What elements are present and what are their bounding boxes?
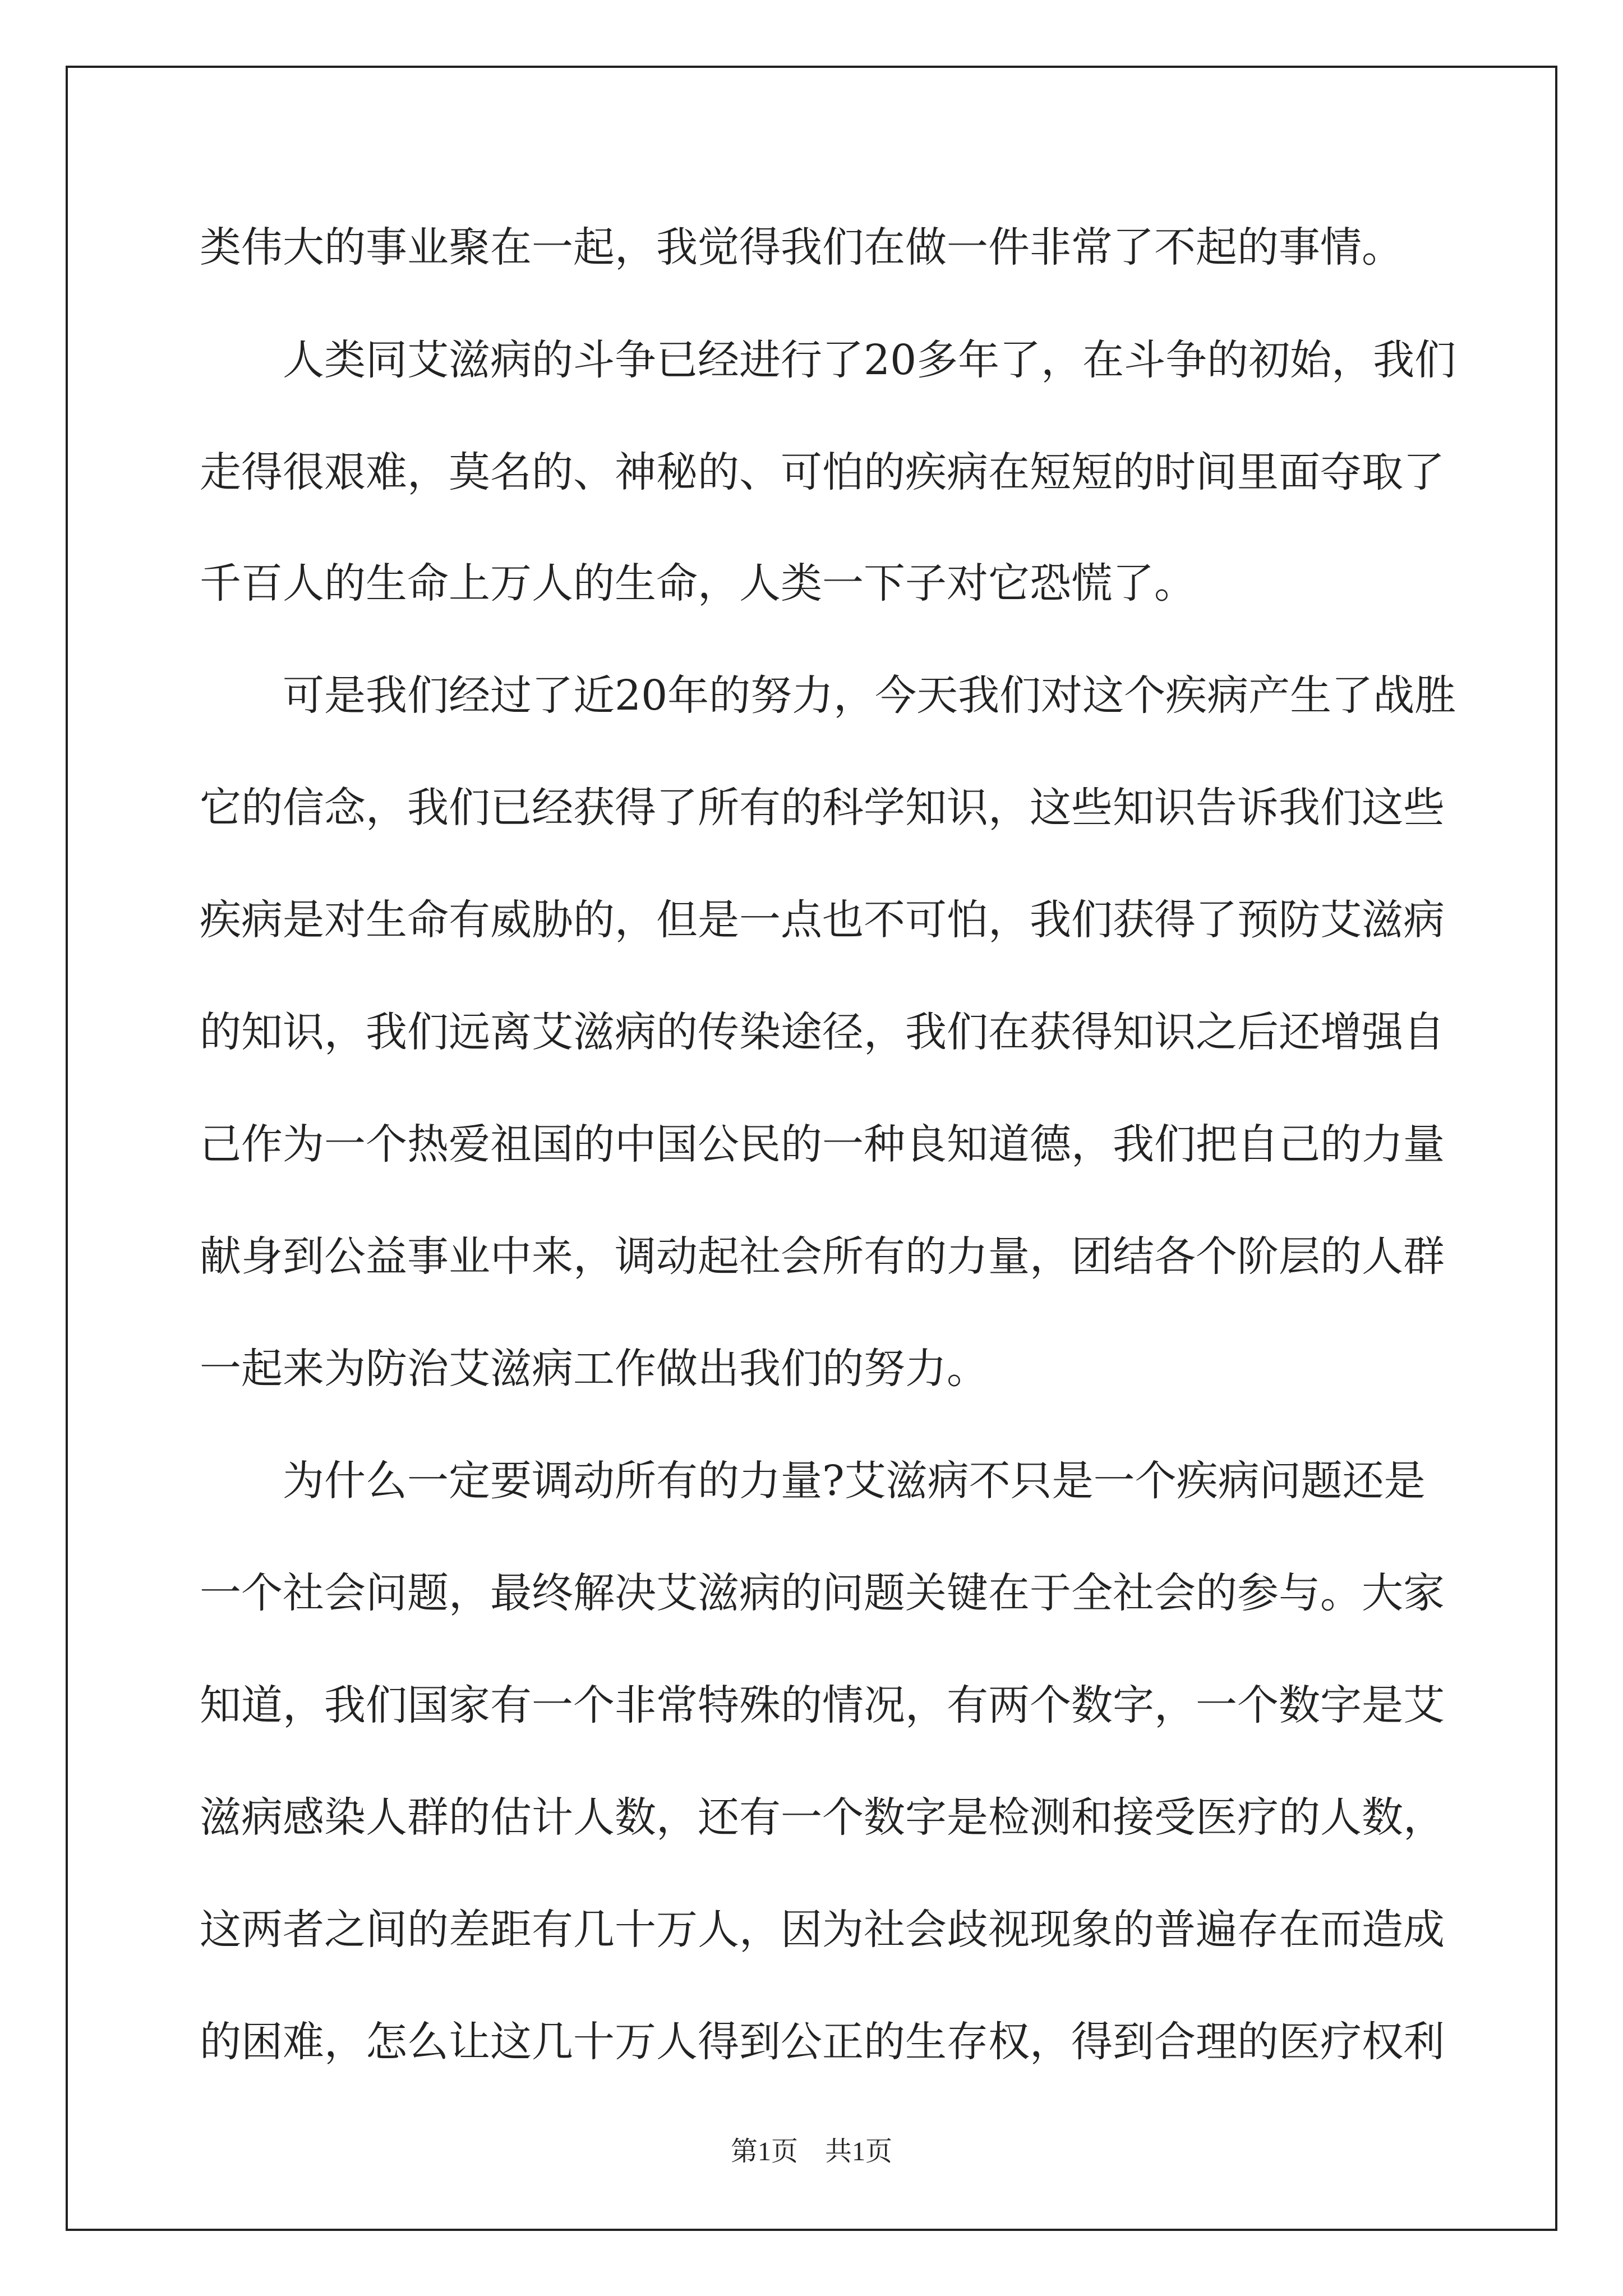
- body-text-line: 一个社会问题，最终解决艾滋病的问题关键在于全社会的参与。大家: [200, 1569, 1445, 1617]
- body-text-line: 可是我们经过了近20年的努力，今天我们对这个疾病产生了战胜: [200, 671, 1456, 720]
- body-text-line: 献身到公益事业中来，调动起社会所有的力量，团结各个阶层的人群: [200, 1232, 1445, 1281]
- body-text-line: 人类同艾滋病的斗争已经进行了20多年了，在斗争的初始，我们: [200, 336, 1456, 384]
- body-text-line: 它的信念，我们已经获得了所有的科学知识，这些知识告诉我们这些: [200, 784, 1445, 832]
- body-text-line: 千百人的生命上万人的生命，人类一下子对它恐慌了。: [200, 559, 1196, 608]
- body-text-line: 己作为一个热爱祖国的中国公民的一种良知道德，我们把自己的力量: [200, 1120, 1445, 1168]
- body-text-line: 这两者之间的差距有几十万人，因为社会歧视现象的普遍存在而造成: [200, 1906, 1445, 1954]
- body-text-line: 知道，我们国家有一个非常特殊的情况，有两个数字，一个数字是艾: [200, 1681, 1445, 1729]
- page-number-footer: 第1页 共1页: [730, 2137, 892, 2166]
- body-text-line: 的困难，怎么让这几十万人得到公正的生存权，得到合理的医疗权利: [200, 2018, 1445, 2066]
- body-text-line: 为什么一定要调动所有的力量?艾滋病不只是一个疾病问题还是: [200, 1457, 1426, 1505]
- body-text-line: 一起来为防治艾滋病工作做出我们的努力。: [200, 1345, 988, 1393]
- body-text-line: 滋病感染人群的估计人数，还有一个数字是检测和接受医疗的人数，: [200, 1793, 1445, 1842]
- body-text-line: 疾病是对生命有威胁的，但是一点也不可怕，我们获得了预防艾滋病: [200, 896, 1445, 944]
- body-text-line: 的知识，我们远离艾滋病的传染途径，我们在获得知识之后还增强自: [200, 1008, 1445, 1056]
- body-text-line: 走得很艰难，莫名的、神秘的、可怕的疾病在短短的时间里面夺取了: [200, 448, 1445, 496]
- body-text-line: 类伟大的事业聚在一起，我觉得我们在做一件非常了不起的事情。: [200, 223, 1403, 272]
